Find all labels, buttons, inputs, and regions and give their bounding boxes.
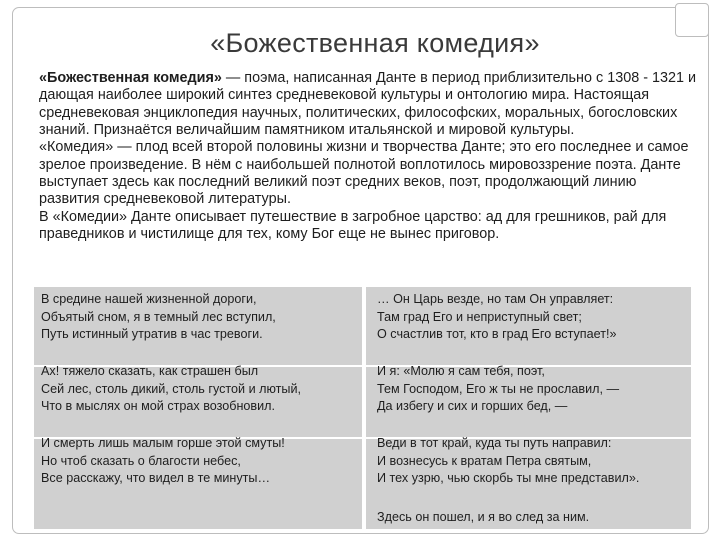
poem-line: Объятый сном, я в темный лес вступил, <box>41 309 276 324</box>
poem-left-column <box>41 287 359 529</box>
intro-paragraph-1-text: — поэма, написанная Данте в период приблизительно с 1308 - 1321 и дающая наиболее широкий синтез средневековой культуры и онтологию мира. Настоящая средневековая энциклопедия научных, политических, философских, моральных, богословских знаний. Признаётся величайшим памятником итальянской и мировой культуры. <box>39 70 697 139</box>
poem-stanza <box>41 363 341 416</box>
poem-line: И я: «Молю я сам тебя, поэт, <box>377 364 545 378</box>
poem-line: Веди в тот край, куда ты путь направил: <box>377 436 612 450</box>
poem-line: И тех узрю, чью скорбь ты мне представил». <box>377 471 640 486</box>
poem-line: О счастлив тот, кто в град Его вступает!» <box>377 327 617 342</box>
poem-table <box>34 287 691 529</box>
poem-line: В средине нашей жизненной дороги, <box>41 292 257 306</box>
slide-title: «Божественная комедия» <box>210 28 540 58</box>
poem-line: Да избегу и сих и горших бед, — <box>377 399 568 414</box>
poem-line: Ах! тяжело сказать, как страшен был <box>41 364 259 378</box>
poem-column-divider <box>362 287 366 529</box>
poem-line: Что в мыслях он мой страх возобновил. <box>41 399 275 414</box>
poem-stanza <box>377 509 677 527</box>
intro-paragraph-3: В «Комедии» Данте описывает путешествие в загробное царство: ад для грешников, рай для праведников и чистилище для тех, кому Бог еще не вынес приговор. <box>39 208 667 243</box>
poem-line: Сей лес, столь дикий, столь густой и лютый, <box>41 381 301 396</box>
poem-line: Путь истинный утратив в час тревоги. <box>41 327 263 342</box>
poem-stanza <box>377 291 677 344</box>
poem-line: Там град Его и неприступный свет; <box>377 309 582 324</box>
poem-line: И смерть лишь малым горше этой смуты! <box>41 436 285 450</box>
poem-line: И вознесусь к вратам Петра святым, <box>377 453 592 468</box>
poem-line: … Он Царь везде, но там Он управляет: <box>377 292 614 306</box>
poem-stanza <box>41 435 341 488</box>
poem-stanza <box>41 291 341 344</box>
poem-line: Здесь он пошел, и я во след за ним. <box>377 510 590 524</box>
poem-line: Все расскажу, что видел в те минуты… <box>41 471 271 486</box>
poem-line: Тем Господом, Его ж ты не прославил, — <box>377 381 620 396</box>
poem-line: Но чтоб сказать о благости небес, <box>41 453 241 468</box>
poem-right-column <box>377 287 687 529</box>
intro-paragraph-1 <box>39 70 699 139</box>
intro-bold-title: «Божественная комедия» <box>39 70 222 86</box>
poem-stanza <box>377 363 677 416</box>
intro-text <box>39 70 699 243</box>
corner-decoration <box>675 3 709 37</box>
intro-paragraph-2: «Комедия» — плод всей второй половины жизни и творчества Данте; это его последнее и самое зрелое произведение. В нём с наибольшей полнотой воплотилось мировоззрение поэта. Данте выступает здесь как последний великий поэт средних веков, поэт, продолжающий линию развития средневековой литературы. <box>39 139 689 208</box>
poem-stanza <box>377 435 677 488</box>
